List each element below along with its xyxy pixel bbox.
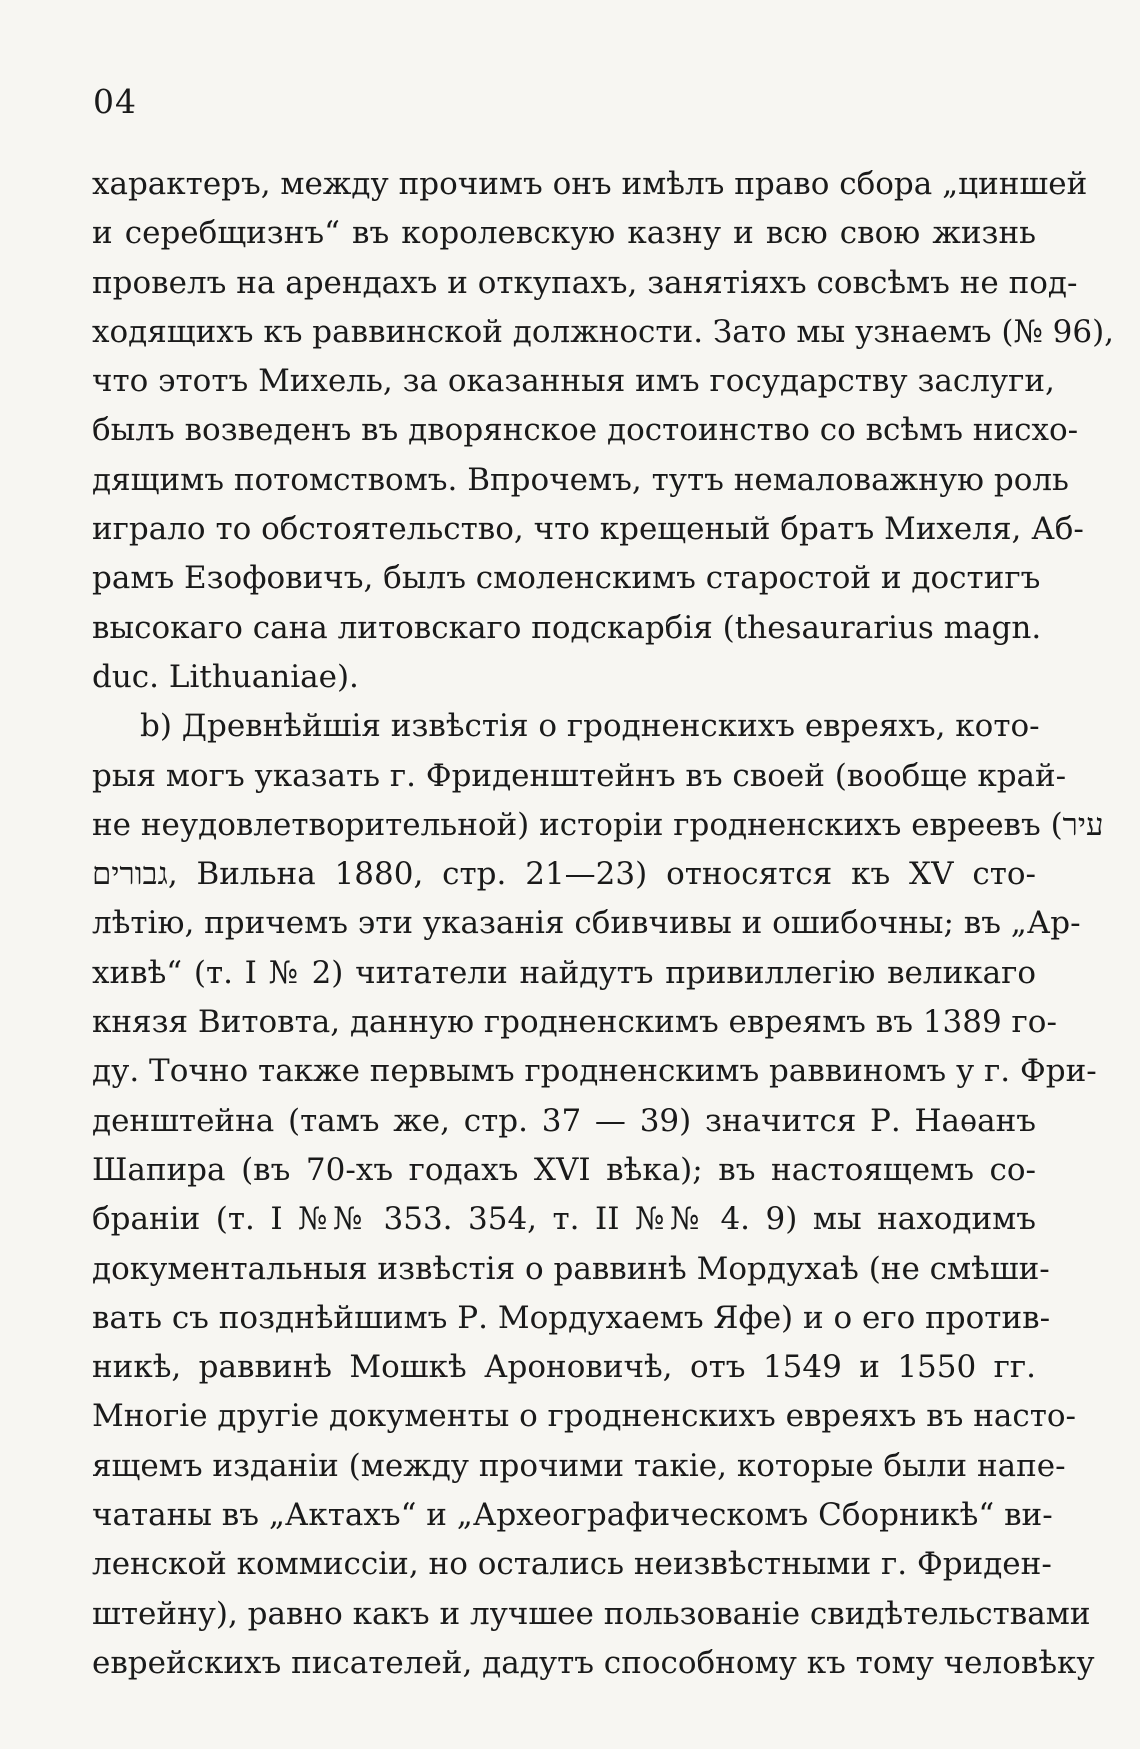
hebrew-text: עיר (1062, 806, 1104, 843)
text-line: Шапира (въ 70-хъ годахъ XVI вѣка); въ настоящемъ со- (92, 1151, 1036, 1188)
hebrew-text: גבורים (92, 856, 168, 893)
text-line: рыя могъ указать г. Фриденштейнъ въ своей (вообще край- (92, 757, 1067, 794)
text-line: князя Витовта, данную гродненскимъ евреямъ въ 1389 го- (92, 1004, 1057, 1041)
text-line: браніи (т. I №№ 353. 354, т. II №№ 4. 9) мы находимъ (92, 1201, 1036, 1238)
text-line: штейну), равно какъ и лучшее пользованіе свидѣтельствами (92, 1595, 1091, 1632)
text-line: и серебщизнъ“ въ королевскую казну и всю свою жизнь (92, 215, 1036, 252)
text-line: ходящихъ къ раввинской должности. Зато мы узнаемъ (№ 96), (92, 313, 1115, 350)
body-text (92, 160, 1115, 1688)
paragraph-start-line: b) Древнѣйшія извѣстія о гродненскихъ евреяхъ, кото- (140, 708, 1040, 745)
text-line: хивѣ“ (т. I № 2) читатели найдутъ привиллегію великаго (92, 954, 1036, 991)
text-line: ящемъ изданіи (между прочими такіе, которые были напе- (92, 1447, 1066, 1484)
text-line-with-hebrew (92, 801, 1104, 850)
text-line: документальныя извѣстія о раввинѣ Мордухаѣ (не смѣши- (92, 1250, 1050, 1287)
text-line: былъ возведенъ въ дворянское достоинство со всѣмъ нисхо- (92, 412, 1079, 449)
text-line: характеръ, между прочимъ онъ имѣлъ право сбора „циншей (92, 166, 1088, 202)
text-line: провелъ на арендахъ и откупахъ, занятіяхъ совсѣмъ не под- (92, 264, 1078, 301)
text-line: чатаны въ „Актахъ“ и „Археографическомъ Сборникѣ“ ви- (92, 1497, 1053, 1534)
text-line: играло то обстоятельство, что крещеный братъ Михеля, Аб- (92, 511, 1084, 548)
text-line-with-hebrew (92, 850, 1036, 899)
text-line: ду. Точно также первымъ гродненскимъ раввиномъ у г. Фри- (92, 1053, 1097, 1090)
text-line: вать съ позднѣйшимъ Р. Мордухаемъ Яфе) и о его против- (92, 1299, 1051, 1336)
text-segment: , Вильна 1880, стр. 21—23) относятся къ XV сто- (167, 856, 1036, 893)
page-number: 04 (93, 82, 137, 121)
text-line: дящимъ потомствомъ. Впрочемъ, тутъ немаловажную роль (92, 461, 1069, 498)
text-line: ленской коммиссіи, но остались неизвѣстными г. Фриден- (92, 1546, 1052, 1583)
text-line: высокаго сана литовскаго подскарбія (thesaurarius magn. (92, 609, 1042, 646)
text-line: еврейскихъ писателей, дадутъ способному къ тому человѣку (92, 1644, 1095, 1681)
text-line: Многіе другіе документы о гродненскихъ евреяхъ въ насто- (92, 1398, 1077, 1435)
text-line: рамъ Езофовичъ, былъ смоленскимъ старостой и достигъ (92, 560, 1041, 597)
text-segment: не неудовлетворительной) исторіи гродненскихъ евреевъ ( (92, 806, 1063, 843)
text-line: duc. Lithuaniae). (92, 658, 359, 695)
text-line: денштейна (тамъ же, стр. 37 — 39) значится Р. Наѳанъ (92, 1102, 1036, 1139)
text-line: лѣтію, причемъ эти указанія сбивчивы и ошибочны; въ „Ар- (92, 905, 1081, 942)
text-line: что этотъ Михель, за оказанныя имъ государству заслуги, (92, 363, 1055, 400)
text-line: никѣ, раввинѣ Мошкѣ Ароновичѣ, отъ 1549 и 1550 гг. (92, 1349, 1036, 1386)
